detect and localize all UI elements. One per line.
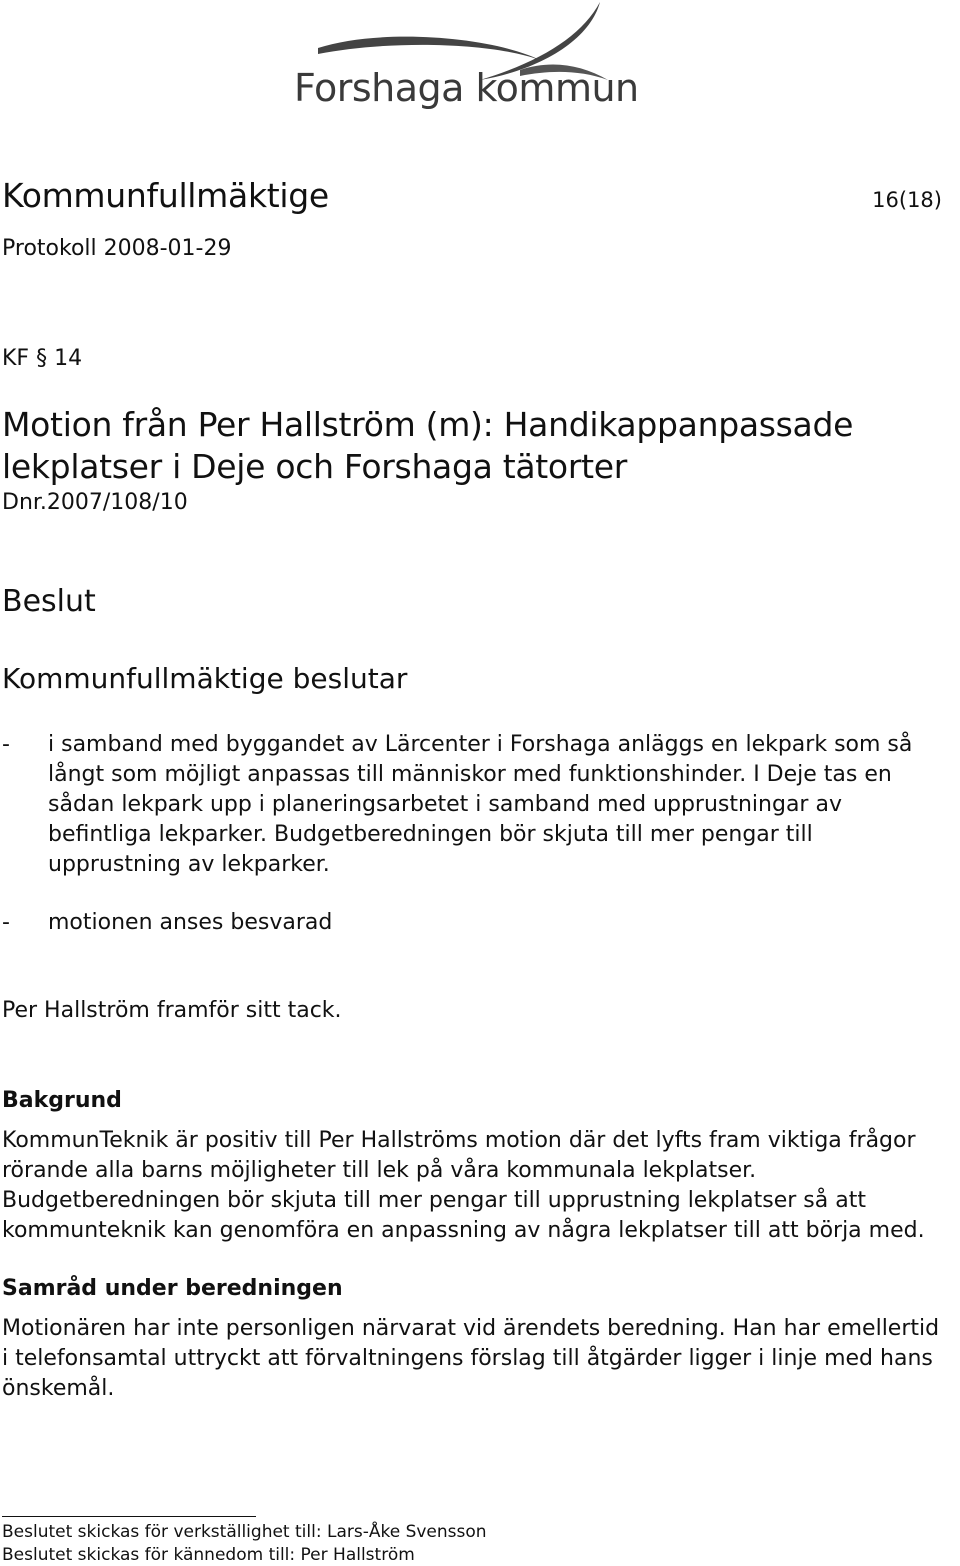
page-indicator: 16(18): [872, 188, 942, 212]
paragraph-reference: KF § 14: [2, 346, 83, 371]
footer-distribution-execution: Beslutet skickas för verkställighet till: Lars-Åke Svensson: [2, 1522, 487, 1542]
motion-title-line: Motion från Per Hallström (m): Handikappanpassade: [2, 405, 854, 444]
consultation-text: Motionären har inte personligen närvarat vid ärendets beredning. Han har emellertid i telefonsamtal uttryckt att förvaltningens förslag till åtgärder ligger i linje med hans önskemål.: [2, 1316, 940, 1401]
list-bullet: -: [2, 910, 10, 935]
decision-heading: Beslut: [2, 584, 96, 619]
decision-item-text: i samband med byggandet av Lärcenter i Forshaga anläggs en lekpark som så långt som möjligt anpassas till människor med funktionshinder. I Deje tas en sådan lekpark upp i planeringsarbetet i samband med upprustningar av befintliga lekparker. Budgetberedningen bör skjuta till mer pengar till upprustning av lekparker.: [48, 732, 913, 877]
background-heading: Bakgrund: [2, 1088, 122, 1113]
decision-item-text: motionen anses besvarad: [48, 910, 333, 935]
thanks-statement: Per Hallström framför sitt tack.: [2, 998, 342, 1023]
logo-wordmark: Forshaga kommun: [294, 66, 639, 110]
protocol-date: Protokoll 2008-01-29: [2, 236, 232, 261]
footer-divider: [2, 1516, 256, 1517]
consultation-heading: Samråd under beredningen: [2, 1276, 343, 1301]
diary-number: Dnr.2007/108/10: [2, 490, 188, 515]
forshaga-kommun-logo: [290, 0, 639, 120]
document-title: Kommunfullmäktige: [2, 176, 329, 215]
footer-distribution-information: Beslutet skickas för kännedom till: Per Hallström: [2, 1545, 415, 1565]
motion-title: [2, 404, 853, 488]
decision-item: [2, 908, 942, 938]
decision-subheading: Kommunfullmäktige beslutar: [2, 662, 408, 695]
decision-item: [2, 730, 942, 880]
motion-title-line: lekplatser i Deje och Forshaga tätorter: [2, 447, 628, 486]
background-text: KommunTeknik är positiv till Per Hallströms motion där det lyfts fram viktiga frågor rörande alla barns möjligheter till lek på våra kommunala lekplatser. Budgetberedningen bör skjuta till mer pengar till upprustning lekplatser så att kommunteknik kan genomföra en anpassning av några lekplatser till att börja med.: [2, 1128, 925, 1243]
list-bullet: -: [2, 732, 10, 757]
